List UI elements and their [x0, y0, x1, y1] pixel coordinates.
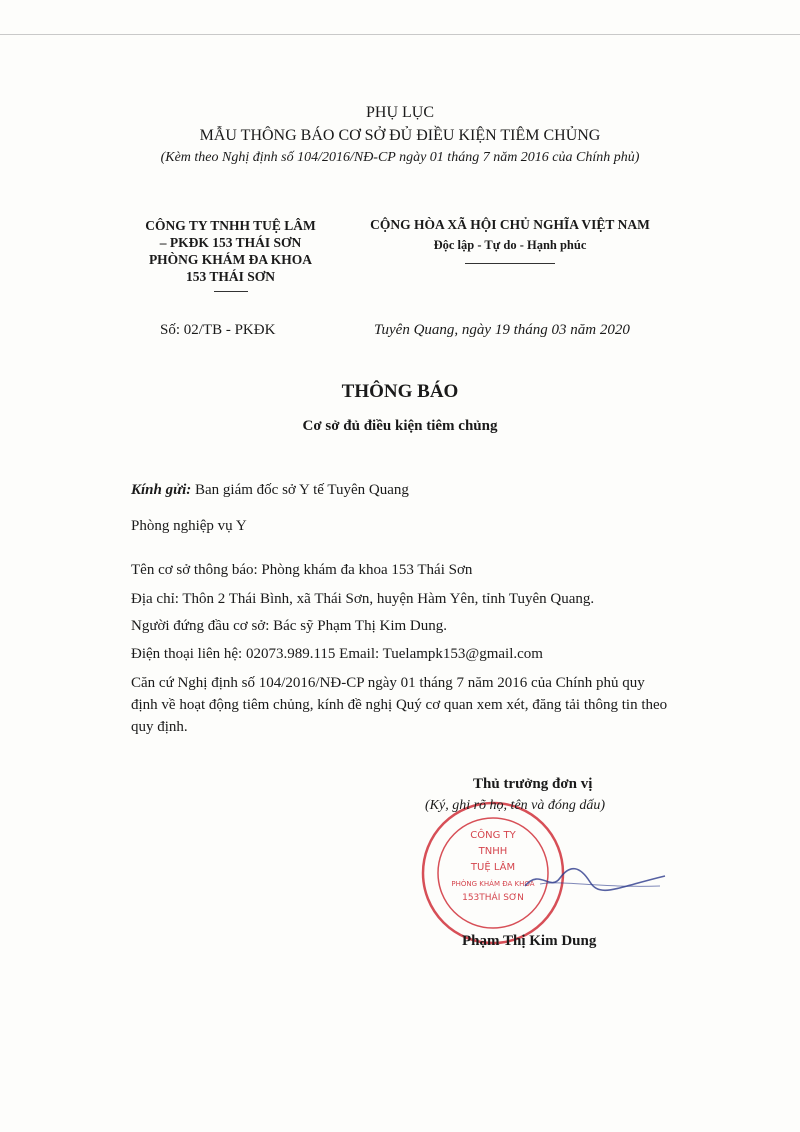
handwritten-signature [520, 858, 670, 898]
notice-subtitle: Cơ sở đủ điều kiện tiêm chủng [302, 418, 498, 434]
document-number: Số: 02/TB - PKĐK [160, 322, 276, 338]
notice-title: THÔNG BÁO [341, 381, 459, 402]
recipient-label: Kính gửi: [131, 482, 192, 498]
signature-note: (Ký, ghi rõ họ, tên và đóng dấu) [425, 798, 606, 813]
org-divider [214, 291, 248, 292]
head-of-facility-line: Người đứng đầu cơ sở: Bác sỹ Phạm Thị Kim Dung. [131, 618, 448, 634]
contact-line: Điện thoại liên hệ: 02073.989.115 Email: Tuelampk153@gmail.com [131, 646, 543, 662]
legal-basis-paragraph: Căn cứ Nghị định số 104/2016/NĐ-CP ngày 01 tháng 7 năm 2016 của Chính phủ quy định về hoạt động tiêm chủng, kính đề nghị Quý cơ quan xem xét, đăng tải thông tin theo quy định. [131, 675, 668, 735]
svg-text:TUỆ LÂM: TUỆ LÂM [470, 862, 516, 873]
org-line-4: 153 THÁI SƠN [185, 269, 276, 284]
svg-text:CÔNG TY: CÔNG TY [470, 830, 516, 841]
nation-name: CỘNG HÒA XÃ HỘI CHỦ NGHĨA VIỆT NAM [370, 217, 650, 232]
date-line: Tuyên Quang, ngày 19 tháng 03 năm 2020 [374, 322, 630, 338]
nation-divider [465, 263, 555, 264]
national-header [340, 217, 680, 264]
recipient-value: Ban giám đốc sở Y tế Tuyên Quang [191, 482, 409, 498]
appendix-subtitle: MẪU THÔNG BÁO CƠ SỞ ĐỦ ĐIỀU KIỆN TIÊM CHỦNG [199, 127, 601, 144]
nation-motto: Độc lập - Tự do - Hạnh phúc [433, 238, 587, 252]
svg-text:153THÁI SƠN: 153THÁI SƠN [462, 893, 524, 903]
recipient-line [131, 482, 409, 499]
signature-title: Thủ trưởng đơn vị [473, 776, 593, 792]
organization-header [118, 217, 343, 292]
address-line: Địa chỉ: Thôn 2 Thái Bình, xã Thái Sơn, huyện Hàm Yên, tỉnh Tuyên Quang. [131, 591, 595, 607]
signer-name: Phạm Thị Kim Dung [462, 933, 597, 949]
svg-text:PHÒNG KHÁM ĐA KHOA: PHÒNG KHÁM ĐA KHOA [451, 880, 535, 888]
appendix-note: (Kèm theo Nghị định số 104/2016/NĐ-CP ngày 01 tháng 7 năm 2016 của Chính phủ) [160, 150, 640, 165]
svg-text:TNHH: TNHH [478, 846, 508, 857]
org-line-2: – PKĐK 153 THÁI SƠN [159, 235, 302, 250]
org-line-3: PHÒNG KHÁM ĐA KHOA [148, 252, 313, 267]
org-line-1: CÔNG TY TNHH TUỆ LÂM [145, 218, 316, 233]
scan-edge-line [0, 34, 800, 35]
facility-name-line: Tên cơ sở thông báo: Phòng khám đa khoa 153 Thái Sơn [131, 562, 473, 578]
department-line: Phòng nghiệp vụ Y [131, 518, 247, 534]
appendix-title: PHỤ LỤC [365, 104, 434, 121]
